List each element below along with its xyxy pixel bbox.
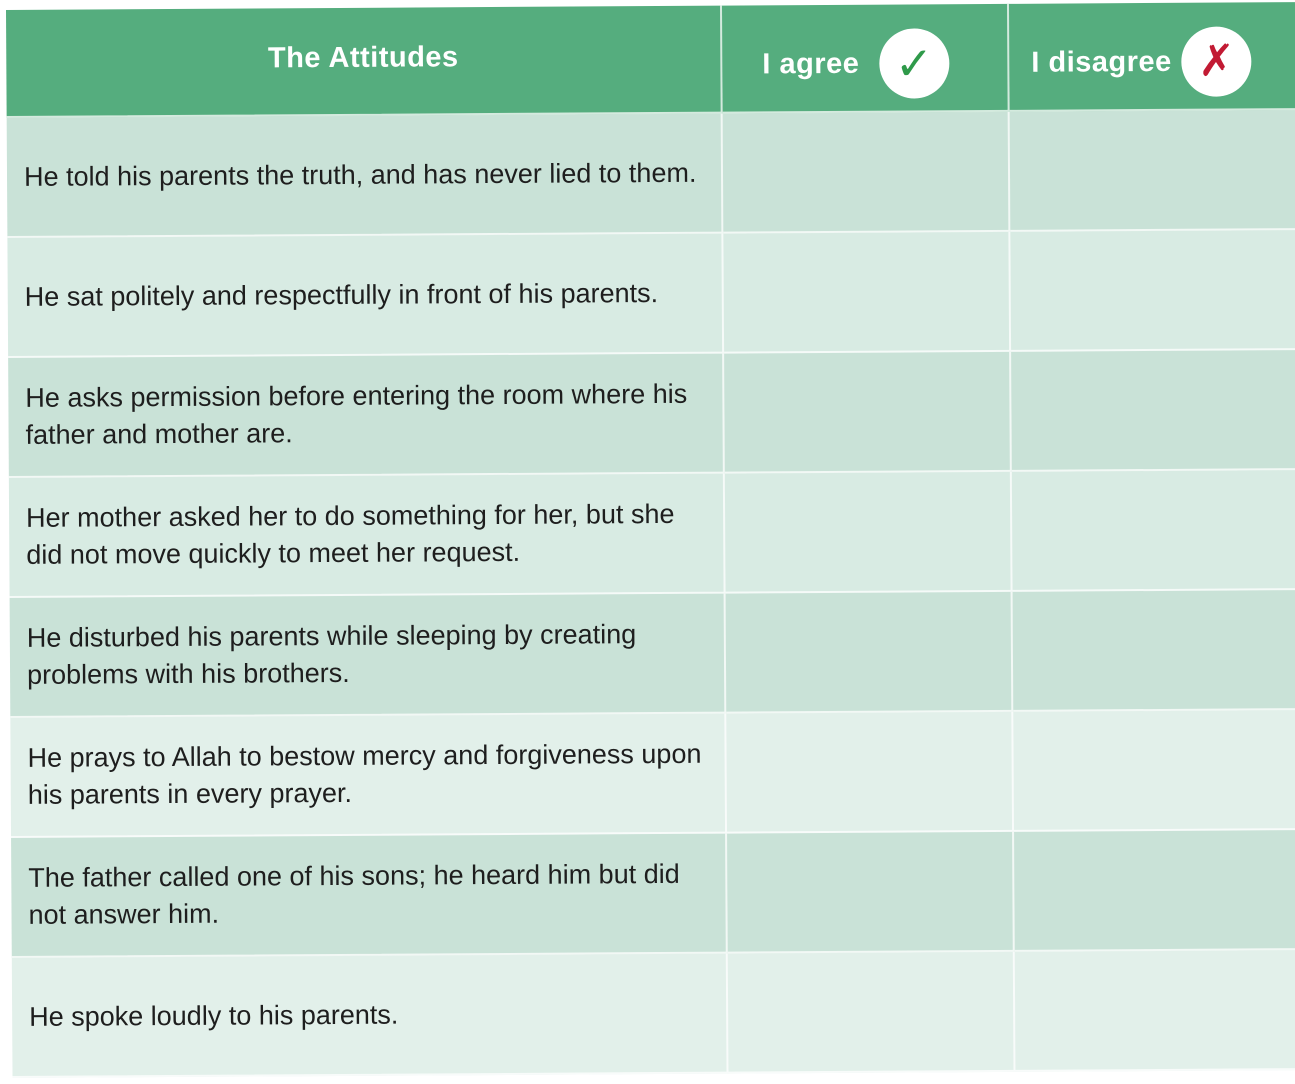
- agree-cell-3[interactable]: [724, 352, 1012, 474]
- statement-cell-1: [7, 114, 724, 238]
- statement-text: He disturbed his parents while sleeping by creating problems with his brothers.: [26, 619, 637, 690]
- header-agree-label: I agree: [762, 47, 860, 80]
- agree-cell-4[interactable]: [725, 472, 1013, 594]
- agree-cell-2[interactable]: [723, 232, 1011, 354]
- cross-glyph: ✗: [1197, 36, 1236, 86]
- header-attitudes-label: The Attitudes: [267, 40, 459, 74]
- statement-text: Her mother asked her to do something for her, but she did not move quickly to meet her request.: [26, 498, 675, 570]
- disagree-cell-4[interactable]: [1012, 470, 1295, 592]
- disagree-cell-8[interactable]: [1015, 950, 1295, 1072]
- statement-cell-3: [8, 354, 725, 478]
- statement-cell-2: [7, 234, 724, 358]
- statement-cell-8: [12, 954, 729, 1078]
- attitudes-table: [6, 2, 1295, 1078]
- disagree-cell-7[interactable]: [1014, 830, 1295, 952]
- statement-text: He spoke loudly to his parents.: [29, 999, 399, 1032]
- disagree-cell-5[interactable]: [1013, 590, 1295, 712]
- disagree-cell-3[interactable]: [1011, 350, 1295, 472]
- header-attitudes: [6, 6, 723, 118]
- agree-cell-7[interactable]: [727, 832, 1015, 954]
- statement-text: He prays to Allah to bestow mercy and forgiveness upon his parents in every prayer.: [27, 738, 702, 810]
- attitudes-table-wrapper: [6, 2, 1295, 1084]
- statement-text: The father called one of his sons; he heard him but did not answer him.: [28, 858, 680, 930]
- disagree-cell-6[interactable]: [1013, 710, 1295, 832]
- cross-mark-icon: [1182, 26, 1252, 96]
- check-glyph: ✓: [894, 37, 935, 90]
- statement-cell-4: [9, 474, 726, 598]
- disagree-cell-1[interactable]: [1010, 110, 1295, 232]
- agree-cell-8[interactable]: [728, 952, 1016, 1074]
- header-disagree: [1009, 2, 1295, 112]
- statement-cell-6: [10, 714, 727, 838]
- statement-cell-5: [10, 594, 727, 718]
- agree-cell-5[interactable]: [726, 592, 1014, 714]
- header-agree: [722, 4, 1010, 114]
- statement-cell-7: [11, 834, 728, 958]
- agree-cell-6[interactable]: [726, 712, 1014, 834]
- check-mark-icon: [879, 28, 949, 98]
- statement-text: He asks permission before entering the room where his father and mother are.: [25, 378, 688, 450]
- header-disagree-label: I disagree: [1031, 45, 1172, 79]
- disagree-cell-2[interactable]: [1010, 230, 1295, 352]
- statement-text: He told his parents the truth, and has never lied to them.: [23, 157, 697, 192]
- agree-cell-1[interactable]: [723, 112, 1011, 234]
- statement-text: He sat politely and respectfully in front of his parents.: [24, 277, 659, 312]
